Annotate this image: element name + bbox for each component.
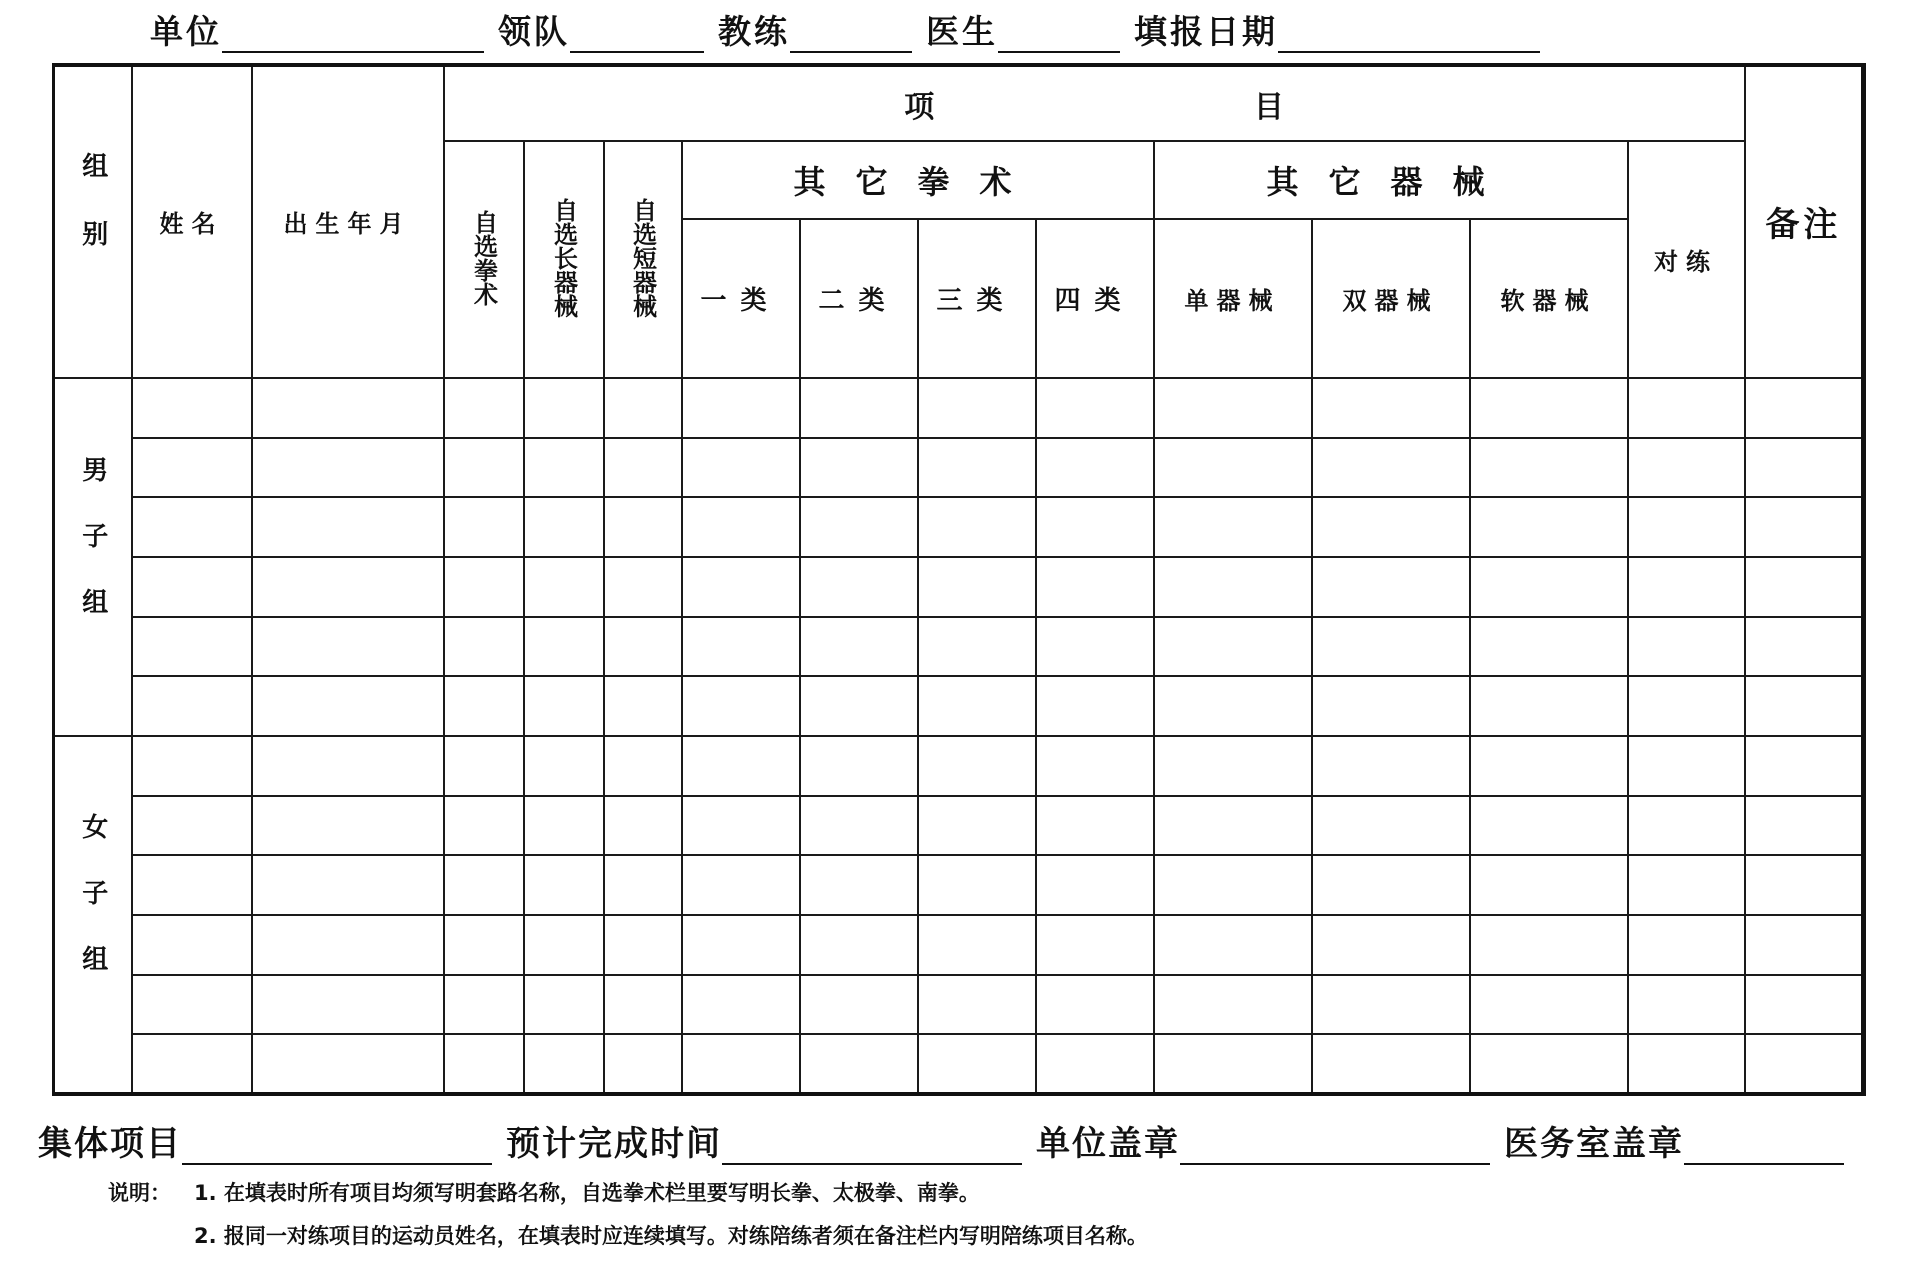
birth-cell[interactable] [252,676,444,736]
cell[interactable] [682,855,800,915]
cell[interactable] [1154,975,1312,1035]
cell[interactable] [800,1034,918,1094]
birth-cell[interactable] [252,497,444,557]
cell[interactable] [1312,1034,1470,1094]
collective-field [38,1116,506,1165]
cell[interactable] [1036,796,1154,856]
birth-cell[interactable] [252,855,444,915]
cell[interactable] [682,676,800,736]
name-cell[interactable] [132,438,252,498]
cell[interactable] [444,438,524,498]
cell[interactable] [1312,378,1470,438]
form-footer [38,1116,1844,1165]
cell[interactable] [682,497,800,557]
cell[interactable] [682,975,800,1035]
cell[interactable] [918,855,1036,915]
cell[interactable] [1036,557,1154,617]
cell[interactable] [918,915,1036,975]
cell[interactable] [1628,438,1745,498]
cell[interactable] [604,736,682,796]
instruction-item [108,1183,1148,1204]
cell[interactable] [1036,915,1154,975]
cell[interactable] [918,378,1036,438]
cell[interactable] [800,855,918,915]
cell[interactable] [444,676,524,736]
fist-category-3: 三类 [918,219,1036,377]
registration-table [52,63,1866,1096]
cell[interactable] [1470,497,1628,557]
cell[interactable] [604,617,682,677]
cell[interactable] [682,378,800,438]
project-label-left: 项 [904,89,935,125]
cell[interactable] [604,557,682,617]
cell[interactable] [800,617,918,677]
cell[interactable] [1154,676,1312,736]
doctor-input[interactable] [998,15,1120,53]
cell[interactable] [1470,915,1628,975]
name-cell[interactable] [132,915,252,975]
cell[interactable] [918,617,1036,677]
self-fist-header: 自选拳术 [444,141,524,378]
birth-cell[interactable] [252,796,444,856]
cell[interactable] [524,1034,604,1094]
cell[interactable] [1628,736,1745,796]
instruction-text-2: 2. 报同一对练项目的运动员姓名，在填表时应连续填写。对练陪练者须在备注栏内写明陪练项目名称。 [194,1224,1148,1248]
weapon-category-single: 单器械 [1154,219,1312,377]
birth-cell[interactable] [252,915,444,975]
cell[interactable] [1470,1034,1628,1094]
cell[interactable] [1745,378,1864,438]
cell[interactable] [1312,915,1470,975]
self-long-weapon-header: 自选长器械 [524,141,604,378]
cell[interactable] [1312,617,1470,677]
collective-input[interactable] [182,1127,492,1165]
cell[interactable] [444,497,524,557]
cell[interactable] [604,378,682,438]
cell[interactable] [1154,497,1312,557]
cell[interactable] [682,736,800,796]
cell[interactable] [604,855,682,915]
self-short-weapon-header: 自选短器械 [604,141,682,378]
other-weapon-header: 其它器械 [1154,141,1628,219]
name-cell[interactable] [132,736,252,796]
male-row [54,676,1864,736]
cell[interactable] [800,438,918,498]
birth-cell[interactable] [252,617,444,677]
male-row [54,438,1864,498]
collective-label: 集体项目 [38,1124,182,1164]
cell[interactable] [918,438,1036,498]
cell[interactable] [1628,676,1745,736]
unit-seal-label: 单位盖章 [1036,1124,1180,1164]
cell[interactable] [1628,855,1745,915]
cell[interactable] [1154,378,1312,438]
cell[interactable] [1745,1034,1864,1094]
cell[interactable] [444,736,524,796]
cell[interactable] [682,796,800,856]
name-column-header: 姓名 [132,65,252,378]
cell[interactable] [682,617,800,677]
cell[interactable] [1312,975,1470,1035]
cell[interactable] [444,557,524,617]
female-row [54,855,1864,915]
weapon-category-soft: 软器械 [1470,219,1628,377]
form-header [150,6,1554,53]
cell[interactable] [800,736,918,796]
cell[interactable] [1745,855,1864,915]
cell[interactable] [1470,617,1628,677]
cell[interactable] [1312,676,1470,736]
cell[interactable] [1312,736,1470,796]
cell[interactable] [918,736,1036,796]
fist-category-4: 四类 [1036,219,1154,377]
cell[interactable] [1154,438,1312,498]
cell[interactable] [604,1034,682,1094]
cell[interactable] [918,557,1036,617]
female-row [54,796,1864,856]
cell[interactable] [1036,855,1154,915]
cell[interactable] [524,975,604,1035]
cell[interactable] [1745,557,1864,617]
cell[interactable] [1154,557,1312,617]
cell[interactable] [524,855,604,915]
leader-input[interactable] [570,15,704,53]
doctor-field [926,6,1134,53]
unit-field [150,6,498,53]
unit-label: 单位 [150,12,222,51]
cell[interactable] [1470,438,1628,498]
cell[interactable] [524,915,604,975]
cell[interactable] [800,557,918,617]
male-row [54,497,1864,557]
birth-cell[interactable] [252,736,444,796]
cell[interactable] [1154,736,1312,796]
cell[interactable] [1154,855,1312,915]
cell[interactable] [800,497,918,557]
cell[interactable] [1745,975,1864,1035]
cell[interactable] [1154,796,1312,856]
cell[interactable] [1745,736,1864,796]
instruction-item [108,1226,1148,1247]
medical-seal-field [1504,1116,1844,1165]
cell[interactable] [1036,1034,1154,1094]
other-fist-header: 其它拳术 [682,141,1154,219]
duel-header: 对练 [1628,141,1745,378]
cell[interactable] [1745,497,1864,557]
instruction-text-1: 1. 在填表时所有项目均须写明套路名称，自选拳术栏里要写明长拳、太极拳、南拳。 [194,1181,980,1205]
name-cell[interactable] [132,557,252,617]
finish-time-input[interactable] [722,1127,1022,1165]
male-row [54,557,1864,617]
cell[interactable] [918,975,1036,1035]
cell[interactable] [1312,438,1470,498]
birth-cell[interactable] [252,975,444,1035]
name-cell[interactable] [132,497,252,557]
name-cell[interactable] [132,378,252,438]
fist-category-1: 一类 [682,219,800,377]
cell[interactable] [800,676,918,736]
cell[interactable] [444,796,524,856]
cell[interactable] [1154,617,1312,677]
cell[interactable] [1036,975,1154,1035]
female-row [54,736,1864,796]
coach-field [718,6,926,53]
cell[interactable] [800,915,918,975]
cell[interactable] [1628,557,1745,617]
cell[interactable] [1745,796,1864,856]
fist-category-2: 二类 [800,219,918,377]
cell[interactable] [1628,617,1745,677]
male-row [54,617,1864,677]
remark-column-header: 备注 [1745,65,1864,378]
finish-time-label: 预计完成时间 [506,1124,722,1164]
cell[interactable] [1628,1034,1745,1094]
cell[interactable] [1470,736,1628,796]
weapon-category-double: 双器械 [1312,219,1470,377]
cell[interactable] [1154,915,1312,975]
date-field [1134,6,1554,53]
cell[interactable] [1036,676,1154,736]
cell[interactable] [682,557,800,617]
cell[interactable] [444,975,524,1035]
cell[interactable] [1628,378,1745,438]
cell[interactable] [682,1034,800,1094]
birth-cell[interactable] [252,1034,444,1094]
cell[interactable] [1628,915,1745,975]
name-cell[interactable] [132,617,252,677]
cell[interactable] [1036,497,1154,557]
doctor-label: 医生 [926,12,998,51]
cell[interactable] [444,1034,524,1094]
name-cell[interactable] [132,796,252,856]
cell[interactable] [1628,497,1745,557]
project-label-right: 目 [1253,89,1284,125]
cell[interactable] [1312,855,1470,915]
cell[interactable] [1745,915,1864,975]
group-column-header: 组别 [54,65,132,378]
cell[interactable] [1036,438,1154,498]
cell[interactable] [1628,796,1745,856]
cell[interactable] [1628,975,1745,1035]
cell[interactable] [524,676,604,736]
leader-field [498,6,718,53]
female-row [54,975,1864,1035]
finish-time-field [506,1116,1036,1165]
project-header [444,65,1745,141]
cell[interactable] [444,855,524,915]
cell[interactable] [918,497,1036,557]
instructions [108,1183,1148,1269]
medical-seal-label: 医务室盖章 [1504,1124,1684,1164]
cell[interactable] [444,915,524,975]
cell[interactable] [604,497,682,557]
cell[interactable] [524,378,604,438]
cell[interactable] [918,676,1036,736]
cell[interactable] [1470,855,1628,915]
cell[interactable] [1470,378,1628,438]
cell[interactable] [800,796,918,856]
cell[interactable] [444,378,524,438]
cell[interactable] [918,1034,1036,1094]
instructions-prefix: 说明： [108,1181,171,1205]
birth-column-header: 出生年月 [252,65,444,378]
cell[interactable] [524,557,604,617]
cell[interactable] [1154,1034,1312,1094]
unit-seal-input[interactable] [1180,1127,1490,1165]
cell[interactable] [604,438,682,498]
medical-seal-input[interactable] [1684,1127,1844,1165]
leader-label: 领队 [498,12,570,51]
cell[interactable] [1036,617,1154,677]
cell[interactable] [1036,736,1154,796]
cell[interactable] [1470,796,1628,856]
date-label: 填报日期 [1134,12,1278,51]
cell[interactable] [1745,438,1864,498]
cell[interactable] [1470,676,1628,736]
cell[interactable] [1745,676,1864,736]
birth-cell[interactable] [252,378,444,438]
cell[interactable] [800,975,918,1035]
coach-input[interactable] [790,15,912,53]
cell[interactable] [524,617,604,677]
name-cell[interactable] [132,855,252,915]
coach-label: 教练 [718,12,790,51]
cell[interactable] [1036,378,1154,438]
birth-cell[interactable] [252,557,444,617]
name-cell[interactable] [132,975,252,1035]
unit-seal-field [1036,1116,1504,1165]
male-group-label: 男子组 [54,378,132,736]
name-cell[interactable] [132,676,252,736]
cell[interactable] [1470,557,1628,617]
cell[interactable] [1470,975,1628,1035]
cell[interactable] [800,378,918,438]
cell[interactable] [1312,557,1470,617]
cell[interactable] [604,796,682,856]
cell[interactable] [682,438,800,498]
cell[interactable] [1745,617,1864,677]
cell[interactable] [1312,497,1470,557]
birth-cell[interactable] [252,438,444,498]
cell[interactable] [524,438,604,498]
date-input[interactable] [1278,15,1540,53]
female-row [54,1034,1864,1094]
unit-input[interactable] [222,15,484,53]
cell[interactable] [524,497,604,557]
cell[interactable] [918,796,1036,856]
cell[interactable] [682,915,800,975]
male-row [54,378,1864,438]
cell[interactable] [524,796,604,856]
cell[interactable] [1312,796,1470,856]
cell[interactable] [604,915,682,975]
cell[interactable] [604,975,682,1035]
female-group-label: 女子组 [54,736,132,1094]
cell[interactable] [444,617,524,677]
cell[interactable] [604,676,682,736]
cell[interactable] [524,736,604,796]
name-cell[interactable] [132,1034,252,1094]
female-row [54,915,1864,975]
